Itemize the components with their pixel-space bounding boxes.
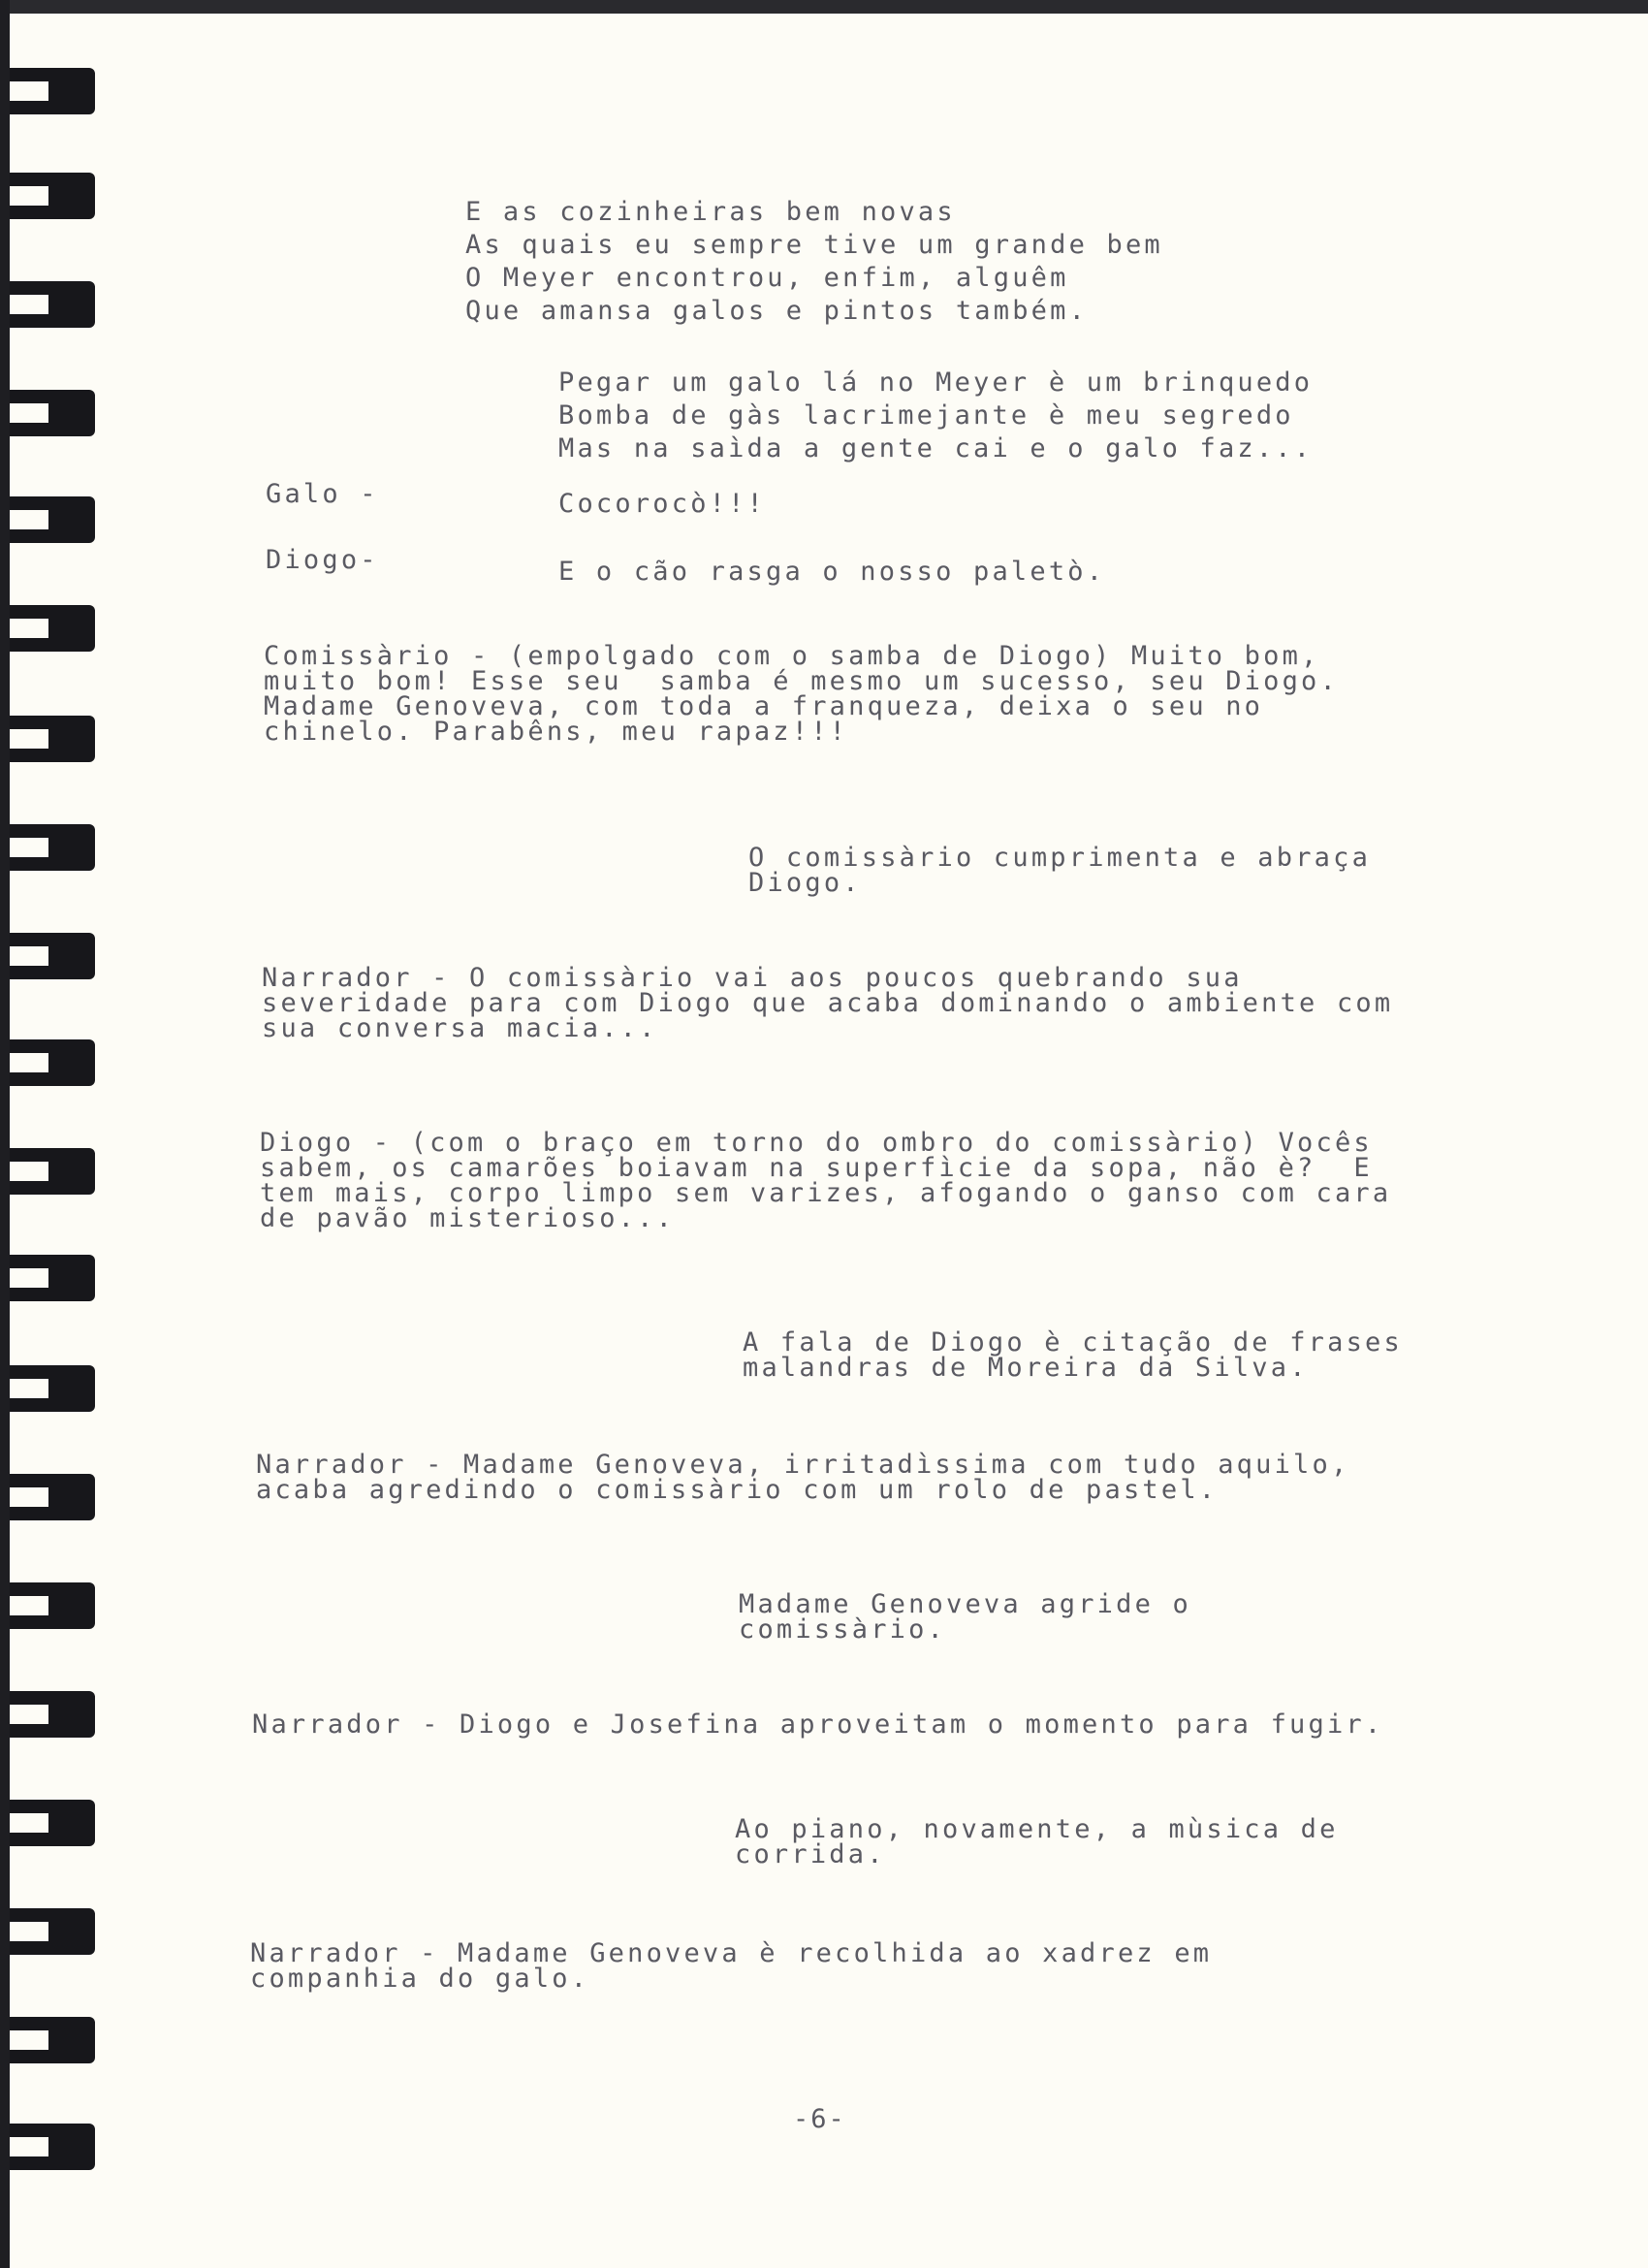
dialogue-line: de pavão misterioso... (260, 1203, 676, 1233)
page-top-edge (0, 0, 1648, 14)
binding-ring (10, 1255, 95, 1301)
verse-line: E as cozinheiras bem novas (465, 197, 956, 227)
dialogue-line: acaba agredindo o comissàrio com um rolo de pastel. (256, 1475, 1219, 1505)
binding-ring (10, 390, 95, 436)
dialogue-line: Narrador - Diogo e Josefina aproveitam o momento para fugir. (252, 1709, 1384, 1740)
dialogue-line: Diogo - (com o braço em torno do ombro do comissàrio) Vocês (260, 1128, 1373, 1158)
verse-line: Pegar um galo lá no Meyer è um brinquedo (558, 367, 1314, 398)
stage-line: Ao piano, novamente, a mùsica de (735, 1814, 1339, 1844)
dialogue-line: chinelo. Parabêns, meu rapaz!!! (264, 717, 849, 747)
stage-line: comissàrio. (739, 1614, 947, 1645)
diogo-speech (260, 1128, 1392, 1233)
binding-strip (0, 0, 10, 2268)
speaker-galo: Galo - (266, 479, 379, 509)
binding-ring (10, 1148, 95, 1195)
page-number: -6- (793, 2104, 846, 2134)
binding-ring (10, 68, 95, 114)
verse-line: Mas na saìda a gente cai e o galo faz... (558, 433, 1314, 463)
stage-line: O comissàrio cumprimenta e abraça (748, 843, 1372, 873)
dialogue-line: Narrador - Madame Genoveva è recolhida ao xadrez em (250, 1938, 1213, 1968)
dialogue-line: severidade para com Diogo que acaba dominando o ambiente com (262, 988, 1394, 1018)
stage-direction-4 (735, 1814, 1339, 1869)
stage-line: malandras de Moreira da Silva. (743, 1353, 1309, 1383)
binding-ring (10, 1691, 95, 1738)
stage-direction-2 (743, 1327, 1403, 1383)
binding-ring (10, 281, 95, 328)
binding-ring (10, 2124, 95, 2170)
dialogue-line: tem mais, corpo limpo sem varizes, afogando o ganso com cara (260, 1178, 1392, 1208)
binding-ring (10, 824, 95, 871)
binding-ring (10, 1800, 95, 1846)
binding-ring (10, 605, 95, 652)
dialogue-line: sabem, os camarões boiavam na superfìcie da sopa, não è? E (260, 1153, 1373, 1183)
dialogue-line: Narrador - O comissàrio vai aos poucos quebrando sua (262, 963, 1243, 993)
stage-direction-3 (739, 1589, 1191, 1645)
binding-ring (10, 1908, 95, 1955)
narrador-3 (252, 1709, 1384, 1740)
binding-ring (10, 2017, 95, 2063)
binding-ring (10, 1474, 95, 1520)
verse-line: Bomba de gàs lacrimejante è meu segredo (558, 400, 1294, 431)
dialogue-line: companhia do galo. (250, 1964, 590, 1994)
verse-line: As quais eu sempre tive um grande bem (465, 230, 1163, 260)
narrador-1 (262, 963, 1394, 1043)
binding-ring (10, 496, 95, 543)
diogo-sung-line: E o cão rasga o nosso paletò. (558, 557, 1106, 587)
stage-line: corrida. (735, 1839, 886, 1869)
stage-direction-1 (748, 843, 1372, 898)
binding-ring (10, 933, 95, 979)
galo-line: Cocorocò!!! (558, 489, 767, 519)
verse-line: Que amansa galos e pintos também. (465, 296, 1089, 326)
verse-2 (558, 367, 1313, 465)
dialogue-line: Narrador - Madame Genoveva, irritadìssima com tudo aquilo, (256, 1450, 1350, 1480)
binding-ring (10, 1582, 95, 1629)
dialogue-line: sua conversa macia... (262, 1013, 658, 1043)
stage-line: Madame Genoveva agride o (739, 1589, 1191, 1619)
dialogue-line: muito bom! Esse seu samba é mesmo um sucesso, seu Diogo. (264, 666, 1339, 696)
dialogue-line: Comissàrio - (empolgado com o samba de Diogo) Muito bom, (264, 641, 1320, 671)
binding-ring (10, 1365, 95, 1412)
dialogue-line: Madame Genoveva, com toda a franqueza, deixa o seu no (264, 691, 1264, 721)
stage-line: Diogo. (748, 868, 862, 898)
binding-ring (10, 173, 95, 219)
stage-line: A fala de Diogo è citação de frases (743, 1327, 1403, 1358)
comissario-speech (264, 641, 1339, 747)
narrador-4 (250, 1938, 1213, 1994)
verse-1 (465, 196, 1163, 328)
verse-line: O Meyer encontrou, enfim, alguêm (465, 263, 1069, 293)
binding-ring (10, 1039, 95, 1086)
narrador-2 (256, 1450, 1350, 1505)
binding-ring (10, 716, 95, 762)
speaker-diogo: Diogo- (266, 545, 379, 575)
spiral-binding (0, 0, 114, 2268)
